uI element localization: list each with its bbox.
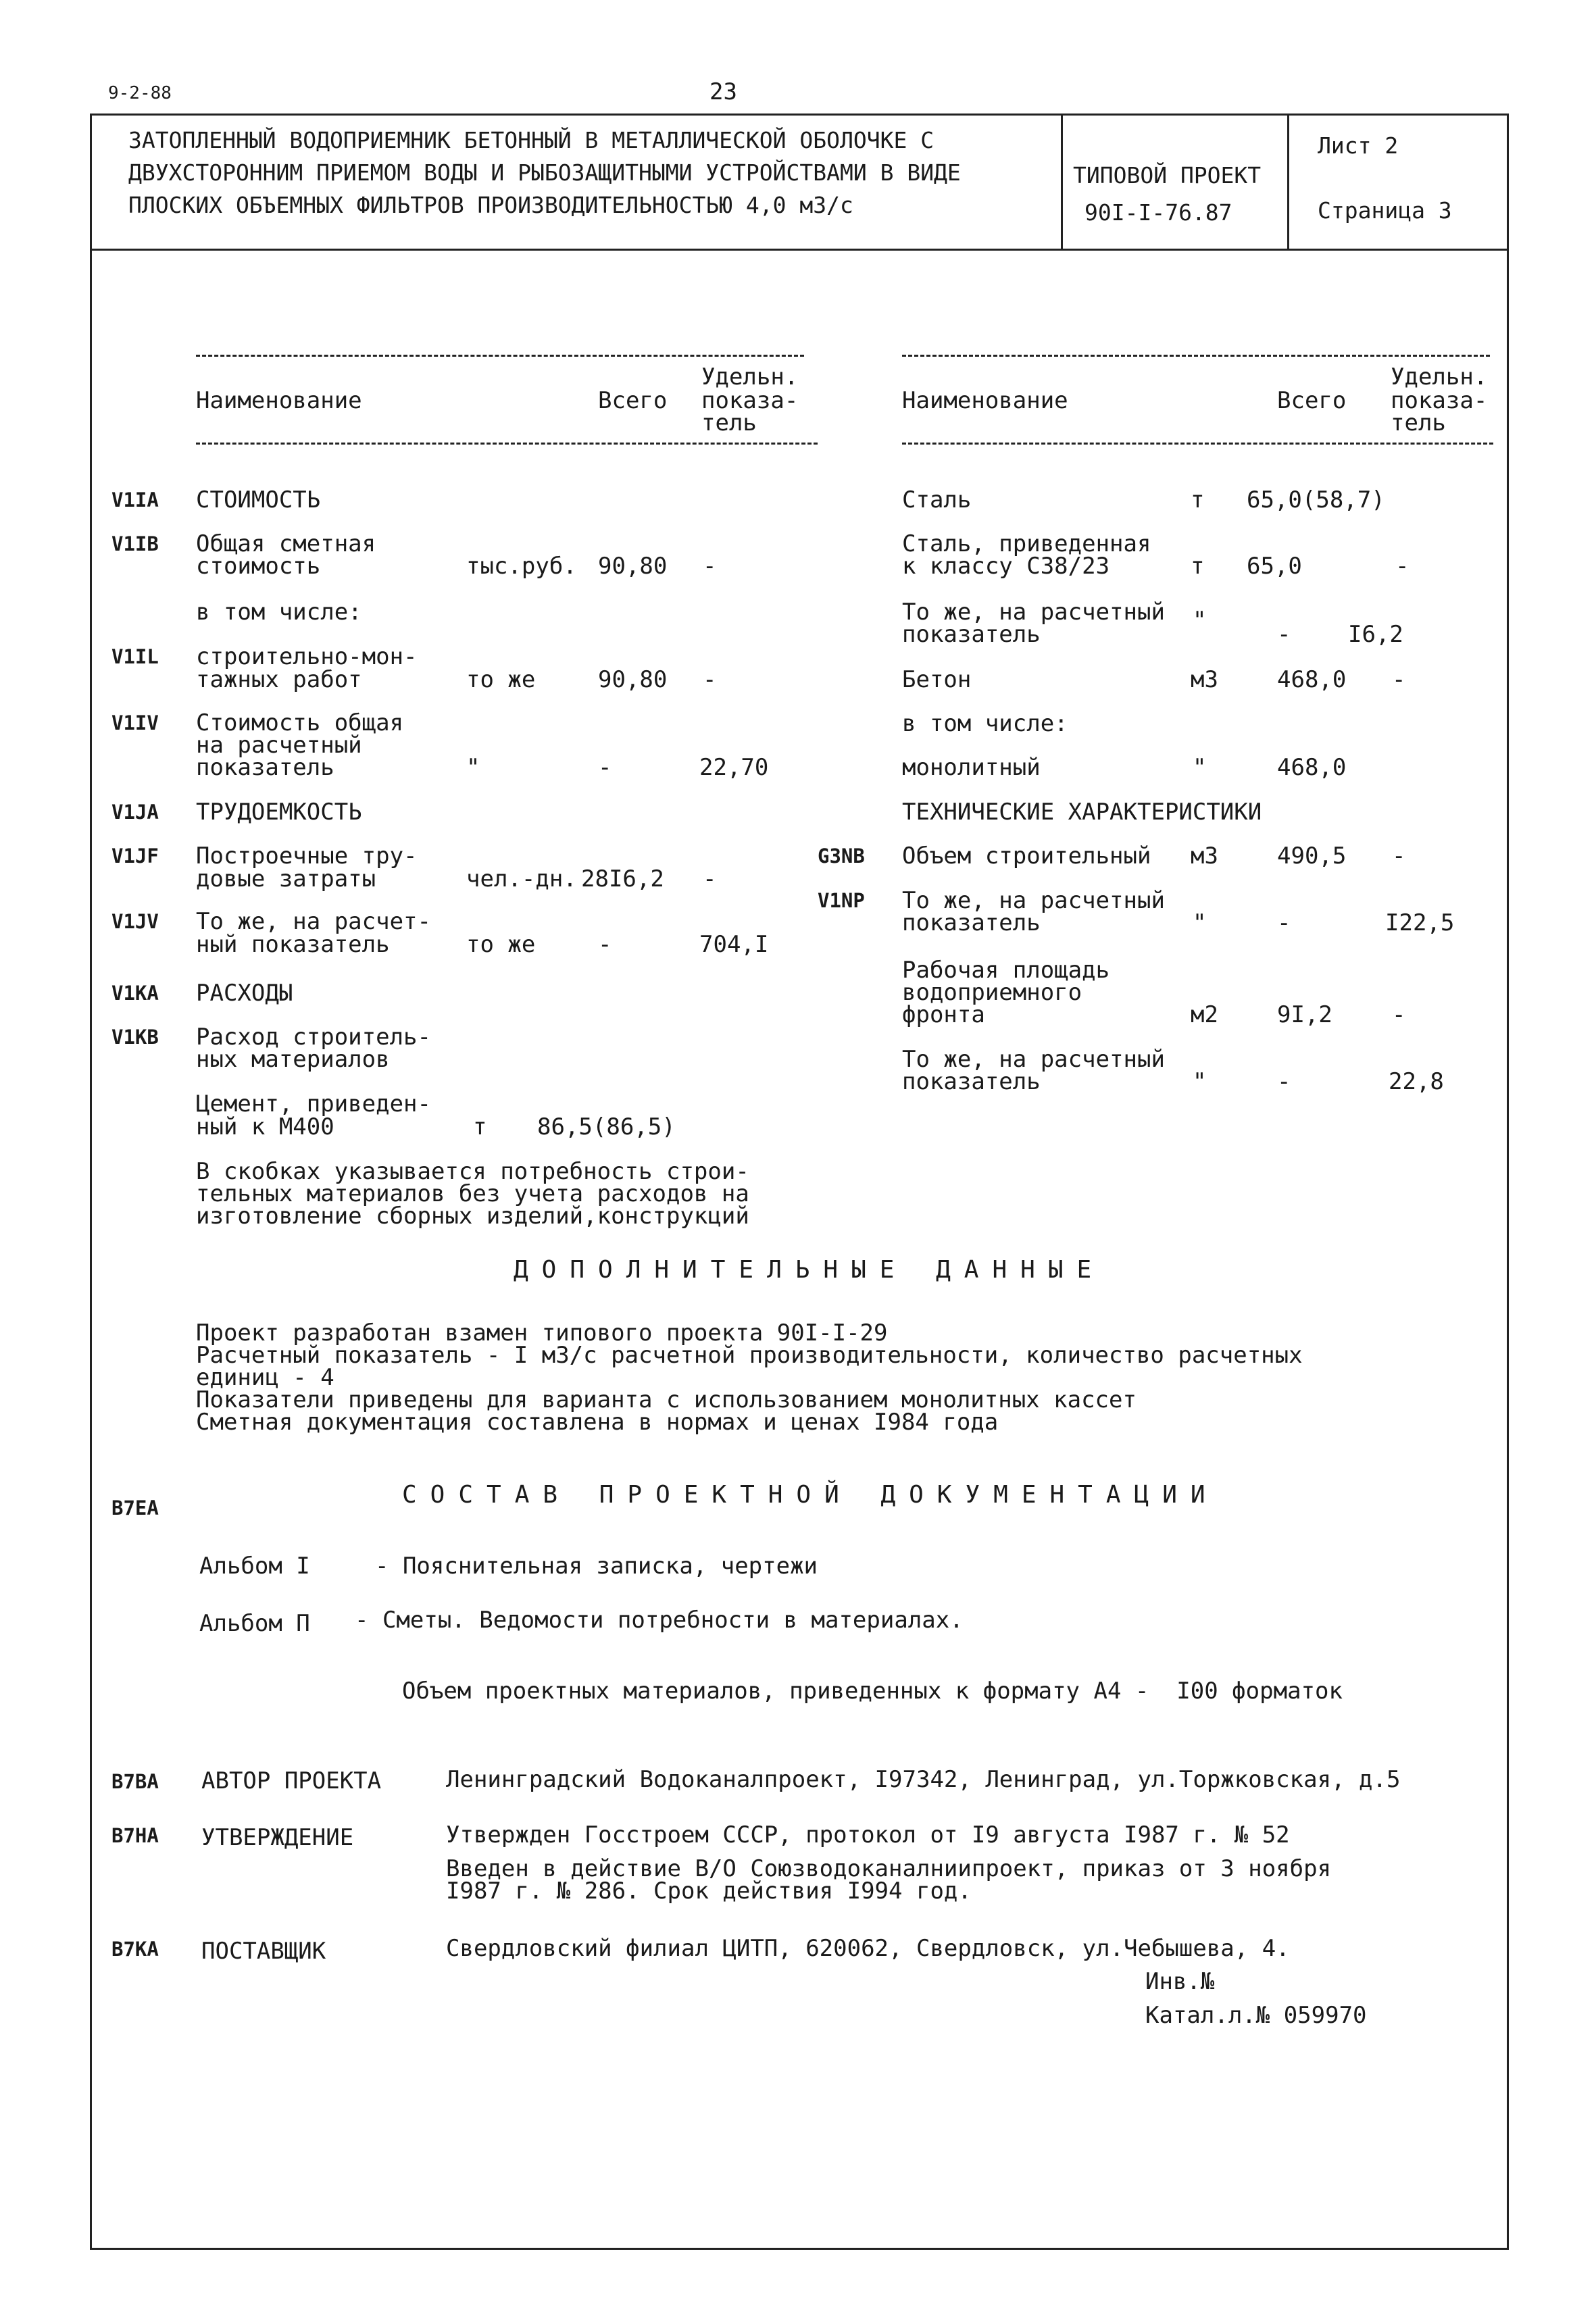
row-code: V1JV xyxy=(111,910,159,933)
row-ind: I22,5 xyxy=(1385,909,1455,936)
left-col-ind-2: показа- xyxy=(701,387,799,414)
row-name: показатель xyxy=(902,621,1041,648)
row-name: строительно-мон- xyxy=(196,643,418,670)
album-text: - Пояснительная записка, чертежи xyxy=(375,1553,818,1580)
row-total: - xyxy=(1277,909,1291,936)
info-label: ПОСТАВЩИК xyxy=(201,1938,326,1965)
row-name: Объем строительный xyxy=(902,842,1151,870)
row-total: 65,0(58,7) xyxy=(1247,486,1385,513)
info-code: B7KA xyxy=(111,1938,159,1961)
page-number: 23 xyxy=(709,78,737,105)
row-name: То же, на расчетный xyxy=(902,887,1165,914)
row-name: стоимость xyxy=(196,553,321,580)
header-bottom-line xyxy=(90,249,1509,251)
row-code: V1JA xyxy=(111,801,159,824)
row-total: 86,5(86,5) xyxy=(537,1113,676,1140)
inventory-number: Инв.№ xyxy=(1145,1968,1215,1995)
row-code: V1JF xyxy=(111,845,159,867)
info-line: Ленинградский Водоканалпроект, I97342, Ленинград, ул.Торжковская, д.5 xyxy=(446,1766,1401,1793)
info-code: B7HA xyxy=(111,1824,159,1847)
album-label: Альбом П xyxy=(199,1610,310,1637)
info-line: I987 г. № 286. Срок действия I994 год. xyxy=(446,1878,972,1905)
row-ind: - xyxy=(703,666,717,693)
left-col-ind-3: тель xyxy=(701,409,757,436)
row-name: Рабочая площадь xyxy=(902,957,1110,984)
row-ind: - xyxy=(703,865,717,892)
additional-line: единиц - 4 xyxy=(196,1364,334,1391)
catalog-number: Катал.л.№ 059970 xyxy=(1145,2002,1367,2029)
row-name: Построечные тру- xyxy=(196,842,418,870)
frame-top xyxy=(90,114,1509,116)
row-name: Общая сметная xyxy=(196,530,376,557)
row-name: То же, на расчетный xyxy=(902,599,1165,626)
title-line: ПЛОСКИХ ОБЪЕМНЫХ ФИЛЬТРОВ ПРОИЗВОДИТЕЛЬНОСТЬЮ 4,0 м3/с xyxy=(128,192,853,218)
info-code: B7BA xyxy=(111,1770,159,1793)
row-name: водоприемного xyxy=(902,979,1082,1006)
additional-title: ДОПОЛНИТЕЛЬНЫЕ ДАННЫЕ xyxy=(514,1256,1105,1284)
additional-line: Показатели приведены для варианта с использованием монолитных кассет xyxy=(196,1386,1137,1413)
row-code: V1IL xyxy=(111,645,159,668)
materials-volume: Объем проектных материалов, приведенных к формату А4 - I00 форматок xyxy=(402,1678,1343,1705)
right-col-name: Наименование xyxy=(902,387,1068,414)
row-name: фронта xyxy=(902,1001,985,1028)
row-unit: т xyxy=(473,1113,487,1140)
row-code: V1NP xyxy=(818,889,865,912)
row-unit: чел.-дн. xyxy=(466,865,577,892)
row-code: V1KB xyxy=(111,1026,159,1049)
row-total: 9I,2 xyxy=(1277,1001,1332,1028)
row-name: То же, на расчетный xyxy=(902,1046,1165,1073)
row-unit: то же xyxy=(466,666,536,693)
row-ind: - xyxy=(1395,553,1410,580)
row-name: Стоимость общая xyxy=(196,709,404,736)
right-col-ind-2: показа- xyxy=(1391,387,1488,414)
row-name: к классу С38/23 xyxy=(902,553,1110,580)
row-name: на расчетный xyxy=(196,732,362,759)
row-total: 65,0 xyxy=(1247,553,1302,580)
right-col-ind-1: Удельн. xyxy=(1391,363,1488,391)
header-divider-2 xyxy=(1287,114,1289,250)
note-line: изготовление сборных изделий,конструкций xyxy=(196,1203,749,1230)
row-name: ТРУДОЕМКОСТЬ xyxy=(196,799,362,826)
row-name: показатель xyxy=(902,1068,1041,1095)
right-col-ind-3: тель xyxy=(1391,409,1446,436)
right-head-rule-bottom xyxy=(902,443,1493,445)
row-name: тажных работ xyxy=(196,666,362,693)
row-total: 468,0 xyxy=(1277,666,1347,693)
info-label: УТВЕРЖДЕНИЕ xyxy=(201,1824,354,1851)
project-label: ТИПОВОЙ ПРОЕКТ xyxy=(1073,162,1262,188)
row-name: ный к М400 xyxy=(196,1113,334,1140)
row-name: монолитный xyxy=(902,754,1041,781)
row-ind: 22,8 xyxy=(1389,1068,1444,1095)
row-ind: - xyxy=(703,553,717,580)
row-total: - xyxy=(598,754,612,781)
row-code: V1KA xyxy=(111,982,159,1005)
row-name: ТЕХНИЧЕСКИЕ ХАРАКТЕРИСТИКИ xyxy=(902,799,1262,826)
row-ind: - xyxy=(1392,666,1406,693)
row-name: в том числе: xyxy=(902,710,1068,737)
row-unit: м2 xyxy=(1191,1001,1218,1028)
row-name: ный показатель xyxy=(196,931,390,958)
row-name: Расход строитель- xyxy=(196,1024,431,1051)
row-unit: " xyxy=(1193,754,1207,781)
row-total: - xyxy=(1277,1068,1291,1095)
note-line: тельных материалов без учета расходов на xyxy=(196,1180,749,1207)
left-col-ind-1: Удельн. xyxy=(701,363,799,391)
left-col-name: Наименование xyxy=(196,387,362,414)
album-label: Альбом I xyxy=(199,1553,310,1580)
row-name: Сталь, приведенная xyxy=(902,530,1151,557)
series-code: 9-2-88 xyxy=(108,83,172,103)
row-unit: " xyxy=(1193,607,1207,634)
album-text: - Сметы. Ведомости потребности в материалах. xyxy=(355,1607,964,1634)
row-ind: - xyxy=(1392,1001,1406,1028)
row-unit: м3 xyxy=(1191,842,1218,870)
frame-bottom xyxy=(90,2248,1509,2250)
row-unit: " xyxy=(1193,909,1207,936)
page-label: Страница 3 xyxy=(1318,197,1452,224)
frame-right xyxy=(1507,114,1509,2250)
additional-line: Проект разработан взамен типового проекта 90I-I-29 xyxy=(196,1319,888,1347)
row-unit: " xyxy=(466,754,480,781)
row-name: в том числе: xyxy=(196,599,362,626)
row-name: показатель xyxy=(196,754,334,781)
row-code: V1IA xyxy=(111,488,159,511)
title-line: ЗАТОПЛЕННЫЙ ВОДОПРИЕМНИК БЕТОННЫЙ В МЕТАЛЛИЧЕСКОЙ ОБОЛОЧКЕ С xyxy=(128,127,934,153)
additional-line: Расчетный показатель - I м3/с расчетной производительности, количество расчетных xyxy=(196,1342,1303,1369)
row-name: РАСХОДЫ xyxy=(196,980,293,1007)
right-col-total: Всего xyxy=(1277,387,1347,414)
row-total: 90,80 xyxy=(598,666,668,693)
info-line: Утвержден Госстроем СССР, протокол от I9 августа I987 г. № 52 xyxy=(446,1821,1290,1848)
row-name: довые затраты xyxy=(196,865,376,892)
row-unit: м3 xyxy=(1191,666,1218,693)
composition-code: B7EA xyxy=(111,1496,159,1519)
left-col-total: Всего xyxy=(598,387,668,414)
row-total: 490,5 xyxy=(1277,842,1347,870)
info-label: АВТОР ПРОЕКТА xyxy=(201,1767,382,1794)
row-code: G3NB xyxy=(818,845,865,867)
left-head-rule-bottom xyxy=(196,443,818,445)
row-total: - xyxy=(1277,621,1291,648)
info-line: Свердловский филиал ЦИТП, 620062, Свердловск, ул.Чебышева, 4. xyxy=(446,1935,1290,1962)
frame-left xyxy=(90,114,92,2250)
row-unit: т xyxy=(1191,553,1205,580)
header-divider-1 xyxy=(1061,114,1063,250)
row-name: Бетон xyxy=(902,666,972,693)
row-name: То же, на расчет- xyxy=(196,908,431,935)
note-line: В скобках указывается потребность строи- xyxy=(196,1158,749,1185)
row-unit: " xyxy=(1193,1068,1207,1095)
row-ind: 22,70 xyxy=(699,754,769,781)
row-name: ных материалов xyxy=(196,1046,390,1073)
row-total: 90,80 xyxy=(598,553,668,580)
info-line: Введен в действие В/О Союзводоканалниипроект, приказ от 3 ноября xyxy=(446,1855,1332,1882)
row-unit: тыс.руб. xyxy=(466,553,577,580)
left-head-rule-top xyxy=(196,355,804,357)
row-unit: то же xyxy=(466,931,536,958)
composition-title: СОСТАВ ПРОЕКТНОЙ ДОКУМЕНТАЦИИ xyxy=(402,1481,1219,1509)
right-head-rule-top xyxy=(902,355,1490,357)
row-name: Цемент, приведен- xyxy=(196,1090,431,1117)
row-ind: - xyxy=(1392,842,1406,870)
title-line: ДВУХСТОРОННИМ ПРИЕМОМ ВОДЫ И РЫБОЗАЩИТНЫМИ УСТРОЙСТВАМИ В ВИДЕ xyxy=(128,159,961,186)
row-code: V1IB xyxy=(111,532,159,555)
row-total: - xyxy=(598,931,612,958)
row-name: Сталь xyxy=(902,486,972,513)
row-name: показатель xyxy=(902,909,1041,936)
project-number: 90I-I-76.87 xyxy=(1084,199,1232,226)
sheet-label: Лист 2 xyxy=(1318,132,1399,159)
row-total: 28I6,2 xyxy=(581,865,664,892)
row-ind: I6,2 xyxy=(1348,621,1403,648)
row-name: СТОИМОСТЬ xyxy=(196,486,321,513)
row-ind: 704,I xyxy=(699,931,769,958)
row-total: 468,0 xyxy=(1277,754,1347,781)
additional-line: Сметная документация составлена в нормах и ценах I984 года xyxy=(196,1409,999,1436)
row-unit: т xyxy=(1191,486,1205,513)
row-code: V1IV xyxy=(111,711,159,734)
